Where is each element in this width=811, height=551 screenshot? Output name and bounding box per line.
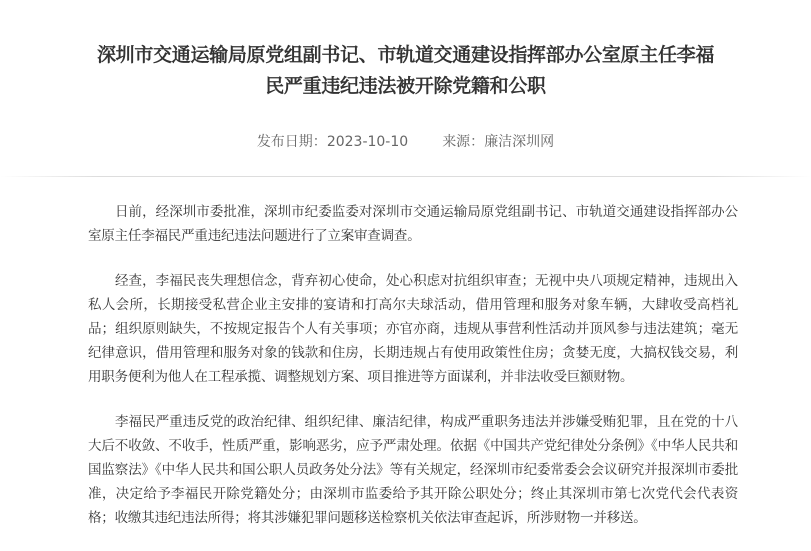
publish-date: 2023-10-10	[326, 134, 409, 150]
article-meta	[0, 131, 811, 151]
source-name: 廉洁深圳网	[484, 134, 555, 150]
article-paragraph: 经查，李福民丧失理想信念，背弃初心使命，处心积虑对抗组织审查；无视中央八项规定精神，违规出入私人会所，长期接受私营企业主安排的宴请和打高尔夫球活动，借用管理和服务对象车辆，大肆收受高档礼品；组织原则缺失，不按规定报告个人有关事项；亦官亦商，违规从事营利性活动并顶风参与违法建筑；毫无纪律意识，借用管理和服务对象的钱款和住房，长期违规占有使用政策性住房；贪婪无度，大搞权钱交易，利用职务便利为他人在工程承揽、调整规划方案、项目推进等方面谋利，并非法收受巨额财物。	[88, 273, 738, 385]
publish-date-label: 发布日期：	[256, 134, 327, 150]
title-divider	[0, 176, 811, 177]
article-paragraph: 李福民严重违反党的政治纪律、组织纪律、廉洁纪律，构成严重职务违法并涉嫌受贿犯罪，且在党的十八大后不收敛、不收手，性质严重，影响恶劣，应予严肃处理。依据《中国共产党纪律处分条例》《中华人民共和国监察法》《中华人民共和国公职人员政务处分法》等有关规定，经深圳市纪委常委会会议研究并报深圳市委批准，决定给予李福民开除党籍处分；由深圳市监委给予其开除公职处分；终止其深圳市第七次党代会代表资格；收缴其违纪违法所得；将其涉嫌犯罪问题移送检察机关依法审查起诉，所涉财物一并移送。	[88, 414, 738, 526]
article-body	[88, 200, 738, 551]
article-paragraph: 日前，经深圳市委批准，深圳市纪委监委对深圳市交通运输局原党组副书记、市轨道交通建设指挥部办公室原主任李福民严重违纪违法问题进行了立案审查调查。	[88, 204, 738, 244]
source-label: 来源：	[442, 134, 485, 150]
article-title: 深圳市交通运输局原党组副书记、市轨道交通建设指挥部办公室原主任李福民严重违纪违法被开除党籍和公职	[96, 44, 715, 97]
